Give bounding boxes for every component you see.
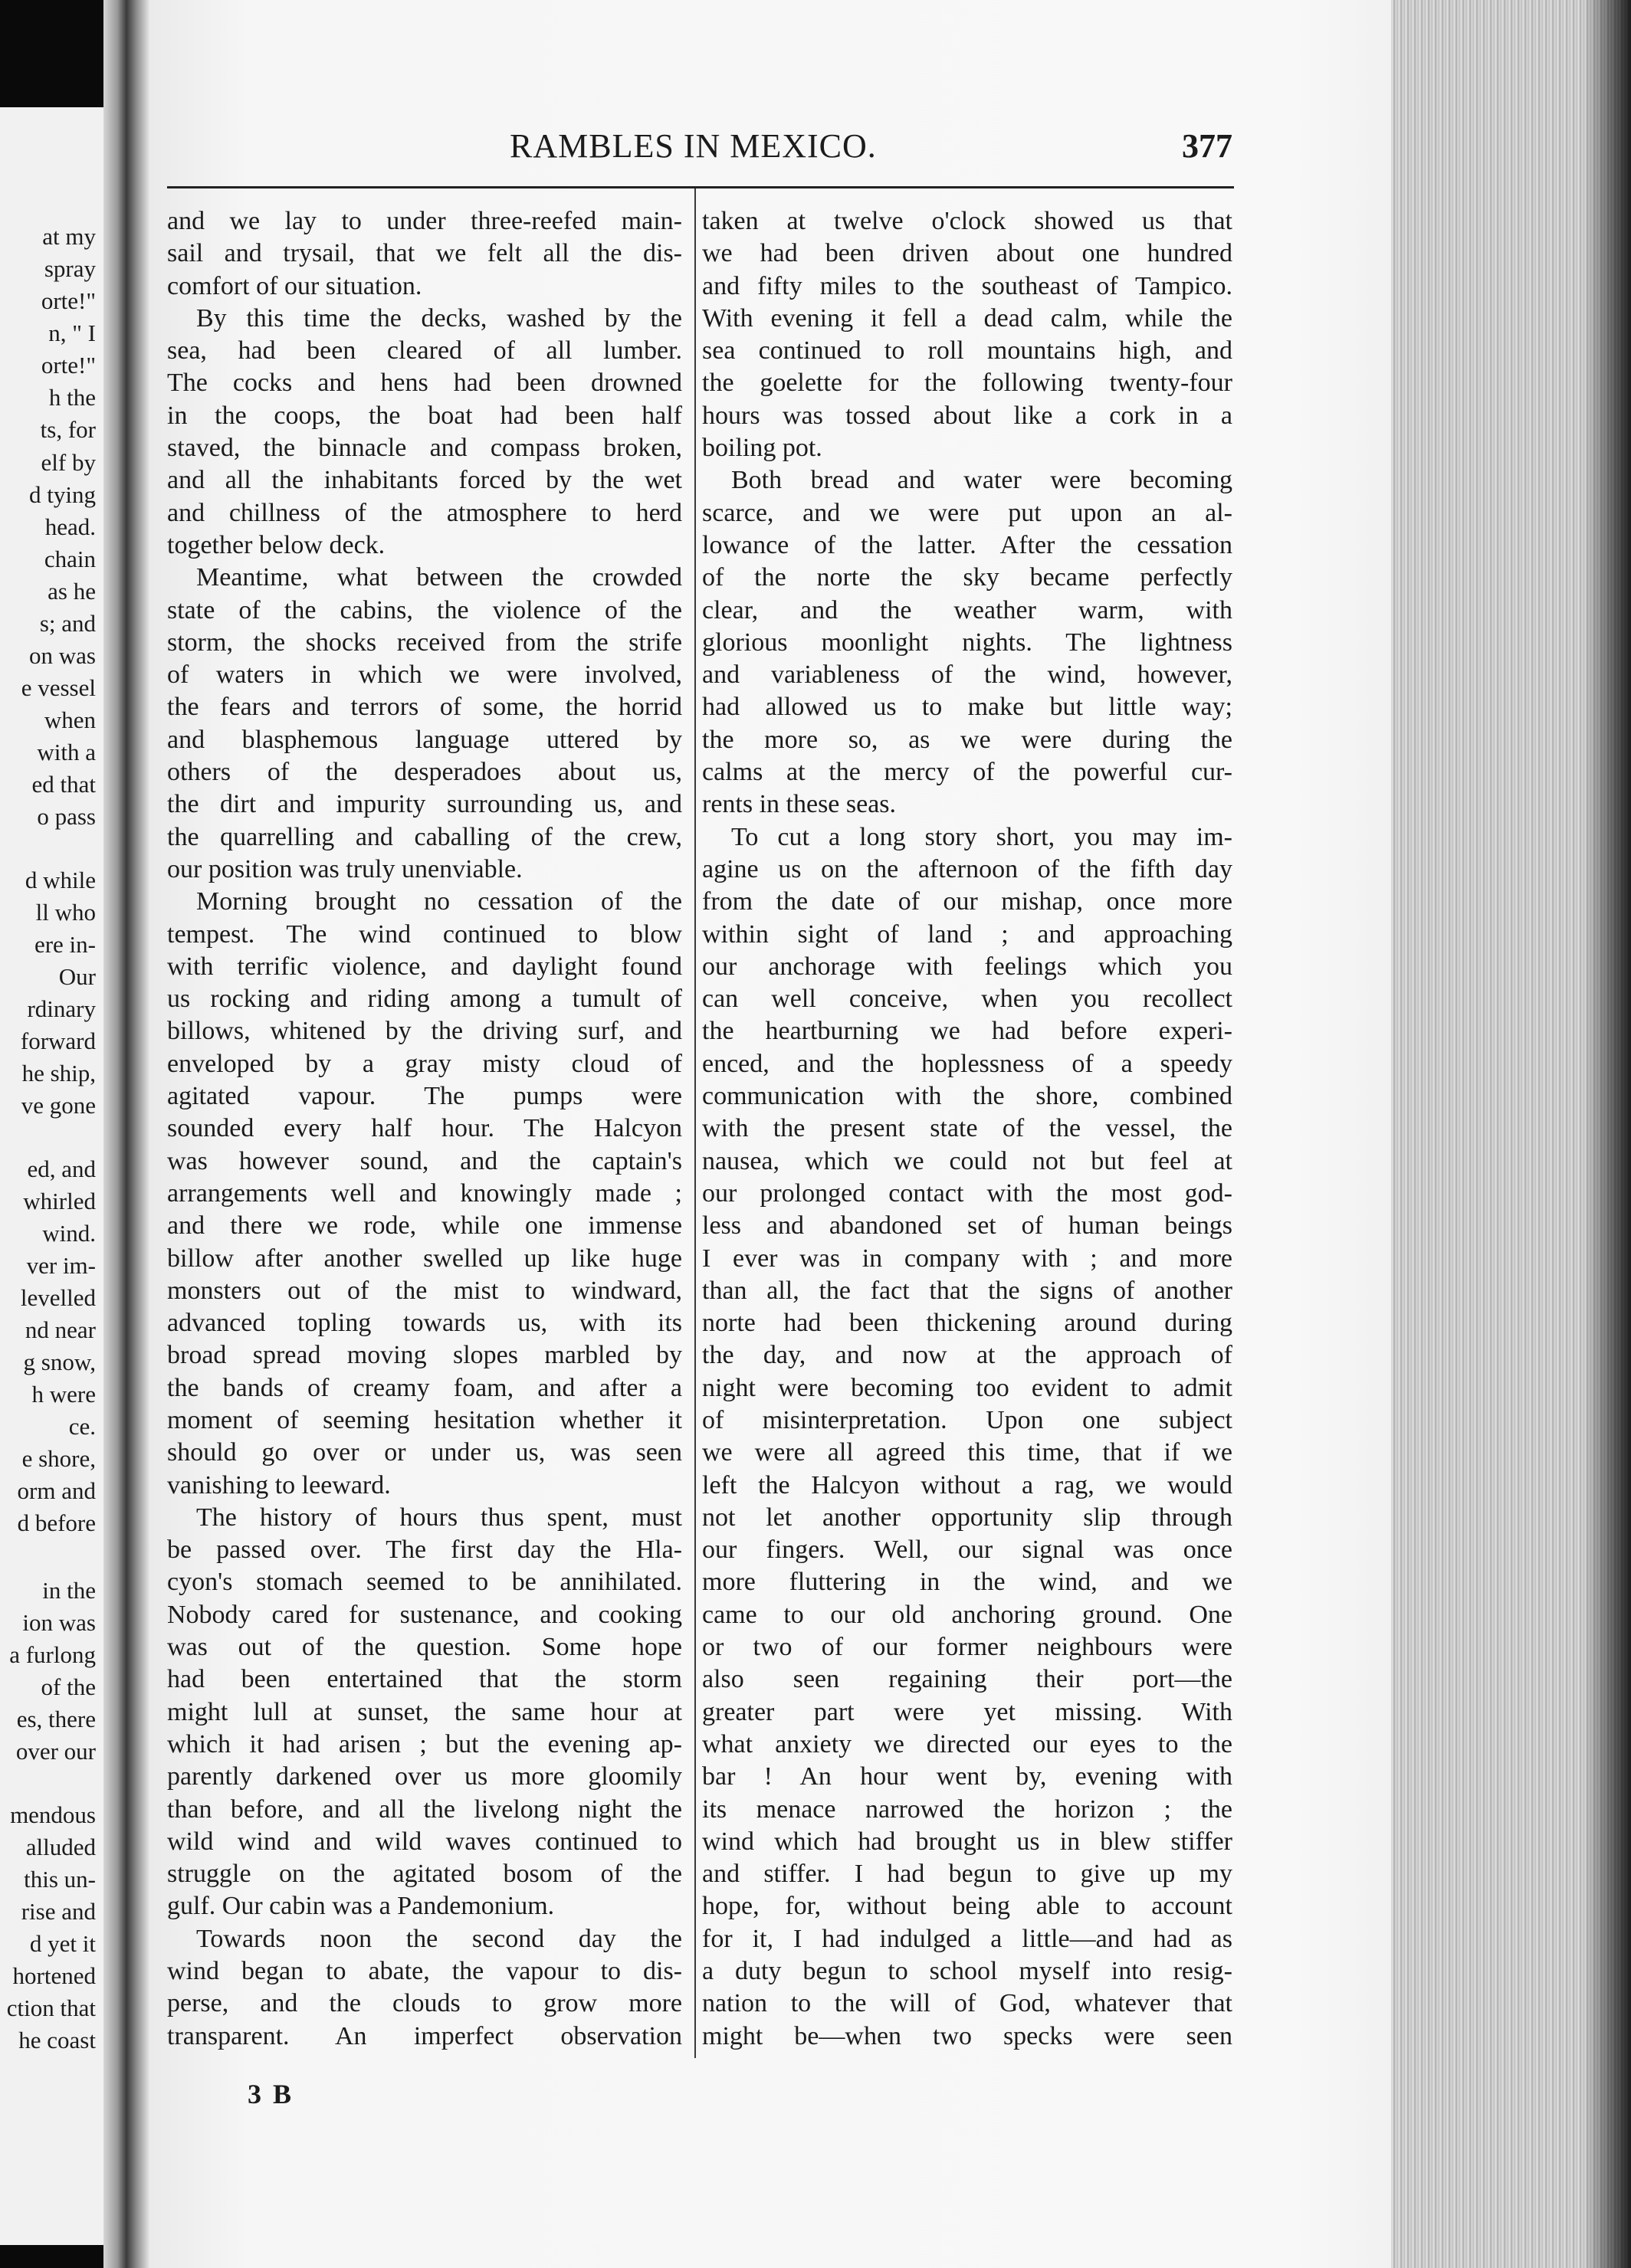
- text-line: we had been driven about one hundred: [702, 239, 1232, 268]
- text-line: of misinterpretation. Upon one subject: [702, 1405, 1232, 1434]
- left-page-text-fragment: of the: [41, 1673, 96, 1700]
- text-line: which it had arisen ; but the evening ap-: [167, 1729, 682, 1758]
- text-line: less and abandoned set of human beings: [702, 1211, 1232, 1241]
- text-line: not let another opportunity slip through: [702, 1503, 1232, 1532]
- left-page-text-fragment: at my: [42, 223, 96, 250]
- left-page-text-fragment: spray: [44, 255, 96, 282]
- text-line: To cut a long story short, you may im-: [731, 822, 1232, 851]
- left-page-text-fragment: ion was: [22, 1609, 96, 1636]
- text-line: nation to the will of God, whatever that: [702, 1989, 1232, 2018]
- text-line: moment of seeming hesitation whether it: [167, 1405, 682, 1434]
- left-page-text-fragment: d yet it: [29, 1930, 96, 1957]
- text-line: the goelette for the following twenty-four: [702, 369, 1232, 398]
- text-line: more fluttering in the wind, and we: [702, 1568, 1232, 1597]
- text-line: the heartburning we had before experi-: [702, 1017, 1232, 1046]
- text-line: enveloped by a gray misty cloud of: [167, 1049, 682, 1078]
- left-page-text-fragment: es, there: [16, 1706, 96, 1732]
- left-page-text-fragment: ction that: [6, 1994, 96, 2021]
- left-page-text-fragment: rise and: [21, 1898, 96, 1925]
- text-line: and there we rode, while one immense: [167, 1211, 682, 1241]
- text-line: By this time the decks, washed by the: [196, 303, 682, 333]
- text-line: what anxiety we directed our eyes to the: [702, 1729, 1232, 1758]
- previous-page-fragment: [0, 107, 103, 2245]
- left-page-text-fragment: levelled: [20, 1284, 96, 1311]
- left-page-text-fragment: ed, and: [27, 1155, 96, 1182]
- text-line: night were becoming too evident to admit: [702, 1373, 1232, 1402]
- left-page-text-fragment: d tying: [29, 481, 96, 508]
- text-line: sounded every half hour. The Halcyon: [167, 1114, 682, 1143]
- left-page-text-fragment: orte!": [41, 287, 96, 314]
- left-page-text-fragment: when: [44, 706, 96, 733]
- text-line: communication with the shore, combined: [702, 1082, 1232, 1111]
- text-line: wild wind and wild waves continued to: [167, 1827, 682, 1856]
- left-page-text-fragment: forward: [20, 1027, 96, 1054]
- text-line: had been entertained that the storm: [167, 1665, 682, 1694]
- text-line: a duty begun to school myself into resig-: [702, 1957, 1232, 1986]
- text-line: of waters in which we were involved,: [167, 660, 682, 690]
- text-line: hours was tossed about like a cork in a: [702, 401, 1232, 430]
- left-page-text-fragment: ts, for: [40, 416, 96, 443]
- text-line: agitated vapour. The pumps were: [167, 1082, 682, 1111]
- text-line: our position was truly unenviable.: [167, 854, 523, 883]
- left-page-text-fragment: he coast: [18, 2027, 96, 2053]
- text-line: and blasphemous language uttered by: [167, 725, 682, 754]
- text-line: struggle on the agitated bosom of the: [167, 1860, 682, 1889]
- left-page-text-fragment: ve gone: [21, 1092, 96, 1119]
- text-line: also seen regaining their port—the: [702, 1665, 1232, 1694]
- text-line: and variableness of the wind, however,: [702, 660, 1232, 690]
- text-line: in the coops, the boat had been half: [167, 401, 682, 430]
- text-line: can well conceive, when you recollect: [702, 985, 1232, 1014]
- text-line: us rocking and riding among a tumult of: [167, 985, 682, 1014]
- text-line: arrangements well and knowingly made ;: [167, 1178, 682, 1208]
- left-page-text-fragment: nd near: [25, 1316, 96, 1343]
- left-page-text-fragment: mendous: [10, 1801, 96, 1828]
- left-page-text-fragment: orte!": [41, 352, 96, 379]
- text-line: the day, and now at the approach of: [702, 1341, 1232, 1370]
- text-line: perse, and the clouds to grow more: [167, 1989, 682, 2018]
- text-line: The history of hours thus spent, must: [196, 1503, 682, 1532]
- left-page-text-fragment: elf by: [41, 449, 96, 476]
- text-line: parently darkened over us more gloomily: [167, 1762, 682, 1791]
- page-edges: [1391, 0, 1631, 2268]
- text-line: billows, whitened by the driving surf, and: [167, 1017, 682, 1046]
- left-page-text-fragment: ed that: [31, 771, 96, 798]
- text-line: and stiffer. I had begun to give up my: [702, 1860, 1232, 1889]
- text-line: lowance of the latter. After the cessation: [702, 530, 1232, 559]
- text-line: and chillness of the atmosphere to herd: [167, 498, 682, 527]
- text-line: Meantime, what between the crowded: [196, 563, 682, 592]
- text-line: Towards noon the second day the: [196, 1924, 682, 1953]
- text-line: clear, and the weather warm, with: [702, 595, 1232, 624]
- signature-mark: 3 B: [248, 2079, 294, 2109]
- text-line: than all, the fact that the signs of another: [702, 1276, 1232, 1305]
- text-line: The cocks and hens had been drowned: [167, 369, 682, 398]
- left-page-text-fragment: s; and: [39, 610, 96, 637]
- text-line: came to our old anchoring ground. One: [702, 1600, 1232, 1629]
- left-page-text-fragment: g snow,: [23, 1349, 96, 1375]
- left-page-text-fragment: this un-: [24, 1866, 96, 1893]
- text-line: Nobody cared for sustenance, and cooking: [167, 1600, 682, 1629]
- left-page-text-fragment: d while: [25, 867, 96, 893]
- left-page-text-fragment: h the: [48, 384, 96, 411]
- text-line: comfort of our situation.: [167, 271, 422, 300]
- text-line: its menace narrowed the horizon ; the: [702, 1794, 1232, 1824]
- left-page-text-fragment: whirled: [23, 1188, 96, 1214]
- left-page-text-fragment: ll who: [35, 899, 96, 926]
- text-line: wind which had brought us in blew stiffer: [702, 1827, 1232, 1856]
- text-line: greater part were yet missing. With: [702, 1697, 1232, 1726]
- text-line: state of the cabins, the violence of the: [167, 595, 682, 624]
- left-page-text-fragment: as he: [48, 578, 96, 605]
- text-line: together below deck.: [167, 530, 386, 559]
- text-line: Both bread and water were becoming: [731, 466, 1232, 495]
- left-page-text-fragment: chain: [44, 546, 96, 572]
- header-rule: [167, 186, 1234, 188]
- text-line: and we lay to under three-reefed main-: [167, 207, 682, 235]
- left-page-text-fragment: rdinary: [27, 995, 96, 1022]
- text-line: was out of the question. Some hope: [167, 1633, 682, 1662]
- text-line: tempest. The wind continued to blow: [167, 919, 682, 949]
- left-page-text-fragment: h were: [31, 1381, 96, 1408]
- left-page-text-fragment: with a: [37, 739, 96, 765]
- text-line: than before, and all the livelong night the: [167, 1794, 682, 1824]
- left-page-text-fragment: orm and: [17, 1477, 96, 1504]
- text-line: the quarrelling and caballing of the crew,: [167, 822, 682, 851]
- text-line: glorious moonlight nights. The lightness: [702, 628, 1232, 657]
- column-divider: [694, 188, 696, 2058]
- text-line: monsters out of the mist to windward,: [167, 1276, 682, 1305]
- left-page-text-fragment: Our: [58, 963, 96, 990]
- text-line: and fifty miles to the southeast of Tampico.: [702, 271, 1232, 300]
- left-page-text-fragment: alluded: [25, 1834, 96, 1860]
- text-line: had allowed us to make but little way;: [702, 693, 1232, 722]
- left-page-text-fragment: hortened: [12, 1962, 96, 1989]
- text-line: With evening it fell a dead calm, while the: [702, 303, 1232, 333]
- text-line: cyon's stomach seemed to be annihilated.: [167, 1568, 682, 1597]
- text-line: bar ! An hour went by, evening with: [702, 1762, 1232, 1791]
- text-column-left: [167, 205, 682, 2053]
- text-line: storm, the shocks received from the strife: [167, 628, 682, 657]
- left-page-text-fragment: d before: [17, 1509, 96, 1536]
- text-line: transparent. An imperfect observation: [167, 2021, 682, 2050]
- text-line: gulf. Our cabin was a Pandemonium.: [167, 1892, 555, 1921]
- text-line: with terrific violence, and daylight found: [167, 952, 682, 981]
- left-page-text-fragment: ere in-: [34, 931, 96, 958]
- text-line: rents in these seas.: [702, 790, 897, 819]
- left-page-text-fragment: e shore,: [21, 1445, 96, 1472]
- text-line: sea continued to roll mountains high, and: [702, 336, 1232, 365]
- text-line: our anchorage with feelings which you: [702, 952, 1232, 981]
- text-line: Morning brought no cessation of the: [196, 887, 682, 916]
- text-line: with the present state of the vessel, the: [702, 1114, 1232, 1143]
- left-page-text-fragment: ver im-: [26, 1252, 96, 1279]
- text-line: was however sound, and the captain's: [167, 1146, 682, 1175]
- text-line: advanced topling towards us, with its: [167, 1309, 682, 1338]
- left-page-text-fragment: o pass: [37, 803, 96, 830]
- text-line: of the norte the sky became perfectly: [702, 563, 1232, 592]
- text-column-right: [702, 205, 1232, 2053]
- left-page-text-fragment: n, " I: [48, 320, 96, 346]
- left-page-text-fragment: on was: [29, 642, 96, 669]
- text-line: enced, and the hoplessness of a speedy: [702, 1049, 1232, 1078]
- text-line: and all the inhabitants forced by the wet: [167, 466, 682, 495]
- text-line: might lull at sunset, the same hour at: [167, 1697, 682, 1726]
- left-page-text-fragment: wind.: [42, 1220, 96, 1247]
- text-line: agine us on the afternoon of the fifth day: [702, 854, 1232, 883]
- text-line: we were all agreed this time, that if we: [702, 1438, 1232, 1467]
- text-line: others of the desperadoes about us,: [167, 758, 682, 787]
- text-line: left the Halcyon without a rag, we would: [702, 1470, 1232, 1499]
- page-number: 377: [1182, 127, 1232, 165]
- text-line: the fears and terrors of some, the horrid: [167, 693, 682, 722]
- text-line: I ever was in company with ; and more: [702, 1244, 1232, 1273]
- book-gutter: [103, 0, 149, 2268]
- text-line: should go over or under us, was seen: [167, 1438, 682, 1467]
- text-line: our prolonged contact with the most god-: [702, 1178, 1232, 1208]
- text-line: taken at twelve o'clock showed us that: [702, 207, 1232, 235]
- text-line: the bands of creamy foam, and after a: [167, 1373, 682, 1402]
- running-head: RAMBLES IN MEXICO.: [510, 127, 877, 165]
- text-line: or two of our former neighbours were: [702, 1633, 1232, 1662]
- text-line: scarce, and we were put upon an al-: [702, 498, 1232, 527]
- text-line: vanishing to leeward.: [167, 1470, 391, 1499]
- text-line: be passed over. The first day the Hla-: [167, 1535, 682, 1565]
- text-line: wind began to abate, the vapour to dis-: [167, 1957, 682, 1986]
- text-line: staved, the binnacle and compass broken,: [167, 434, 682, 463]
- text-line: broad spread moving slopes marbled by: [167, 1341, 682, 1370]
- left-page-text-fragment: ce.: [68, 1413, 96, 1440]
- text-line: within sight of land ; and approaching: [702, 919, 1232, 949]
- left-page-text-fragment: over our: [15, 1738, 96, 1765]
- left-page-text-fragment: head.: [44, 513, 96, 540]
- text-line: hope, for, without being able to account: [702, 1892, 1232, 1921]
- left-page-text-fragment: a furlong: [9, 1641, 96, 1668]
- text-line: for it, I had indulged a little—and had as: [702, 1924, 1232, 1953]
- text-line: sea, had been cleared of all lumber.: [167, 336, 682, 365]
- text-line: might be—when two specks were seen: [702, 2021, 1232, 2050]
- text-line: calms at the mercy of the powerful cur-: [702, 758, 1232, 787]
- left-page-text-fragment: in the: [42, 1577, 96, 1604]
- left-page-text-fragment: e vessel: [21, 674, 96, 701]
- text-line: the more so, as we were during the: [702, 725, 1232, 754]
- text-line: the dirt and impurity surrounding us, and: [167, 790, 682, 819]
- text-line: our fingers. Well, our signal was once: [702, 1535, 1232, 1565]
- text-line: norte had been thickening around during: [702, 1309, 1232, 1338]
- text-line: from the date of our mishap, once more: [702, 887, 1232, 916]
- text-line: sail and trysail, that we felt all the dis-: [167, 239, 682, 268]
- text-line: billow after another swelled up like huge: [167, 1244, 682, 1273]
- text-line: nausea, which we could not but feel at: [702, 1146, 1232, 1175]
- text-line: boiling pot.: [702, 434, 822, 463]
- left-page-text-fragment: he ship,: [21, 1060, 96, 1086]
